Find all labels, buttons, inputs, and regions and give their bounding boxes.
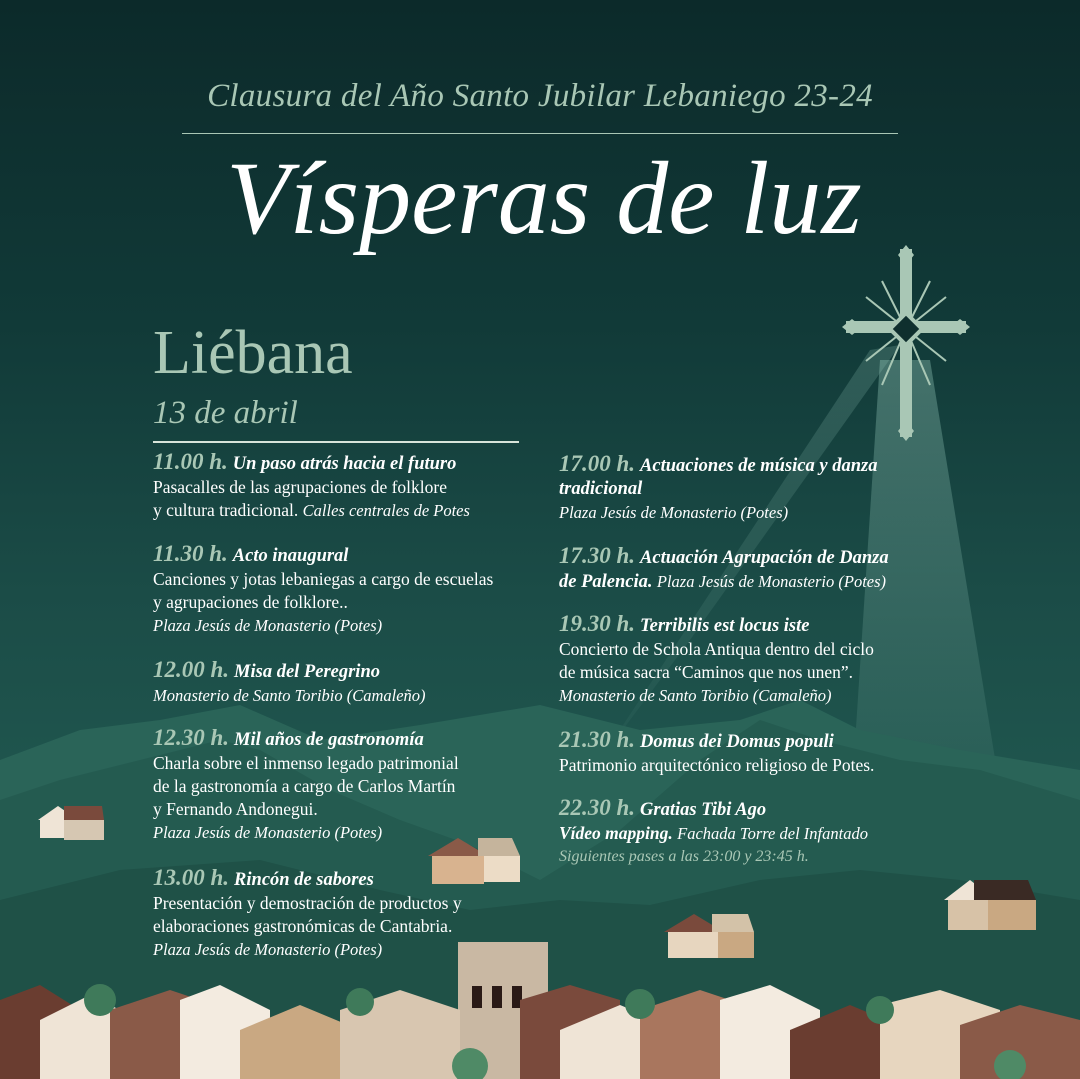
event-name-continued: de Palencia. <box>559 572 653 592</box>
event-note: Siguientes pases a las 23:00 y 23:45 h. <box>559 848 809 865</box>
event-time: 22.30 h. <box>559 795 636 820</box>
place-heading: Liébana <box>153 319 353 387</box>
event-location: Fachada Torre del Infantado <box>677 824 868 843</box>
event-location: Plaza Jesús de Monasterio (Potes) <box>559 503 789 522</box>
event-name: Acto inaugural <box>232 546 349 566</box>
event-name: Rincón de sabores <box>234 870 374 890</box>
event-description: Charla sobre el inmenso legado patrimonial <box>153 753 459 773</box>
event-description: y cultura tradicional. <box>153 500 299 520</box>
event-location: Plaza Jesús de Monasterio (Potes) <box>153 823 383 842</box>
schedule-item <box>153 450 553 522</box>
event-location: Monasterio de Santo Toribio (Camaleño) <box>153 686 426 705</box>
date-heading: 13 de abril <box>153 395 298 431</box>
event-name: Actuación Agrupación de Danza <box>640 548 889 568</box>
schedule-item <box>559 544 959 594</box>
event-name: Misa del Peregrino <box>234 662 380 682</box>
event-name: Gratias Tibi Ago <box>640 800 767 820</box>
schedule-item <box>559 728 959 777</box>
title-divider <box>182 133 898 134</box>
event-description: y Fernando Andonegui. <box>153 799 318 819</box>
schedule-item <box>559 796 959 868</box>
schedule-item <box>153 658 553 707</box>
schedule-item <box>153 542 553 637</box>
event-name: Un paso atrás hacia el futuro <box>232 454 457 474</box>
event-name: Actuaciones de música y danza <box>640 456 878 476</box>
event-name: Mil años de gastronomía <box>234 730 424 750</box>
schedule-item <box>559 612 959 707</box>
event-time: 17.00 h. <box>559 451 636 476</box>
event-description: de la gastronomía a cargo de Carlos Martín <box>153 776 456 796</box>
date-divider <box>153 441 519 443</box>
event-time: 11.00 h. <box>153 449 228 474</box>
event-time: 11.30 h. <box>153 541 228 566</box>
event-location: Plaza Jesús de Monasterio (Potes) <box>656 572 887 591</box>
event-location: Plaza Jesús de Monasterio (Potes) <box>153 616 383 635</box>
event-location: Plaza Jesús de Monasterio (Potes) <box>153 940 383 959</box>
event-description: Pasacalles de las agrupaciones de folklore <box>153 477 447 497</box>
event-description: de música sacra “Caminos que nos unen”. <box>559 662 854 682</box>
event-name: Terribilis est locus iste <box>640 616 810 636</box>
event-time: 21.30 h. <box>559 727 636 752</box>
event-name-continued: tradicional <box>559 479 643 499</box>
cross-icon <box>842 245 970 441</box>
event-location: Monasterio de Santo Toribio (Camaleño) <box>559 686 832 705</box>
schedule-item <box>153 866 553 961</box>
event-name: Domus dei Domus populi <box>640 732 834 752</box>
event-time: 12.00 h. <box>153 657 230 682</box>
event-description: Concierto de Schola Antiqua dentro del ciclo <box>559 639 874 659</box>
schedule-item <box>153 726 553 844</box>
event-description: Canciones y jotas lebaniegas a cargo de escuelas <box>153 569 494 589</box>
event-supertitle: Clausura del Año Santo Jubilar Lebaniego 23-24 <box>207 78 873 114</box>
event-time: 12.30 h. <box>153 725 230 750</box>
event-time: 17.30 h. <box>559 543 636 568</box>
event-description: elaboraciones gastronómicas de Cantabria. <box>153 916 453 936</box>
event-location: Calles centrales de Potes <box>302 501 470 520</box>
event-description: Presentación y demostración de productos y <box>153 893 462 913</box>
event-description: y agrupaciones de folklore.. <box>153 592 348 612</box>
event-time: 13.00 h. <box>153 865 230 890</box>
event-time: 19.30 h. <box>559 611 636 636</box>
schedule-item <box>559 452 959 524</box>
event-title: Vísperas de luz <box>226 141 862 256</box>
event-description: Patrimonio arquitectónico religioso de Potes. <box>559 755 875 775</box>
event-description: Vídeo mapping. <box>559 823 673 843</box>
